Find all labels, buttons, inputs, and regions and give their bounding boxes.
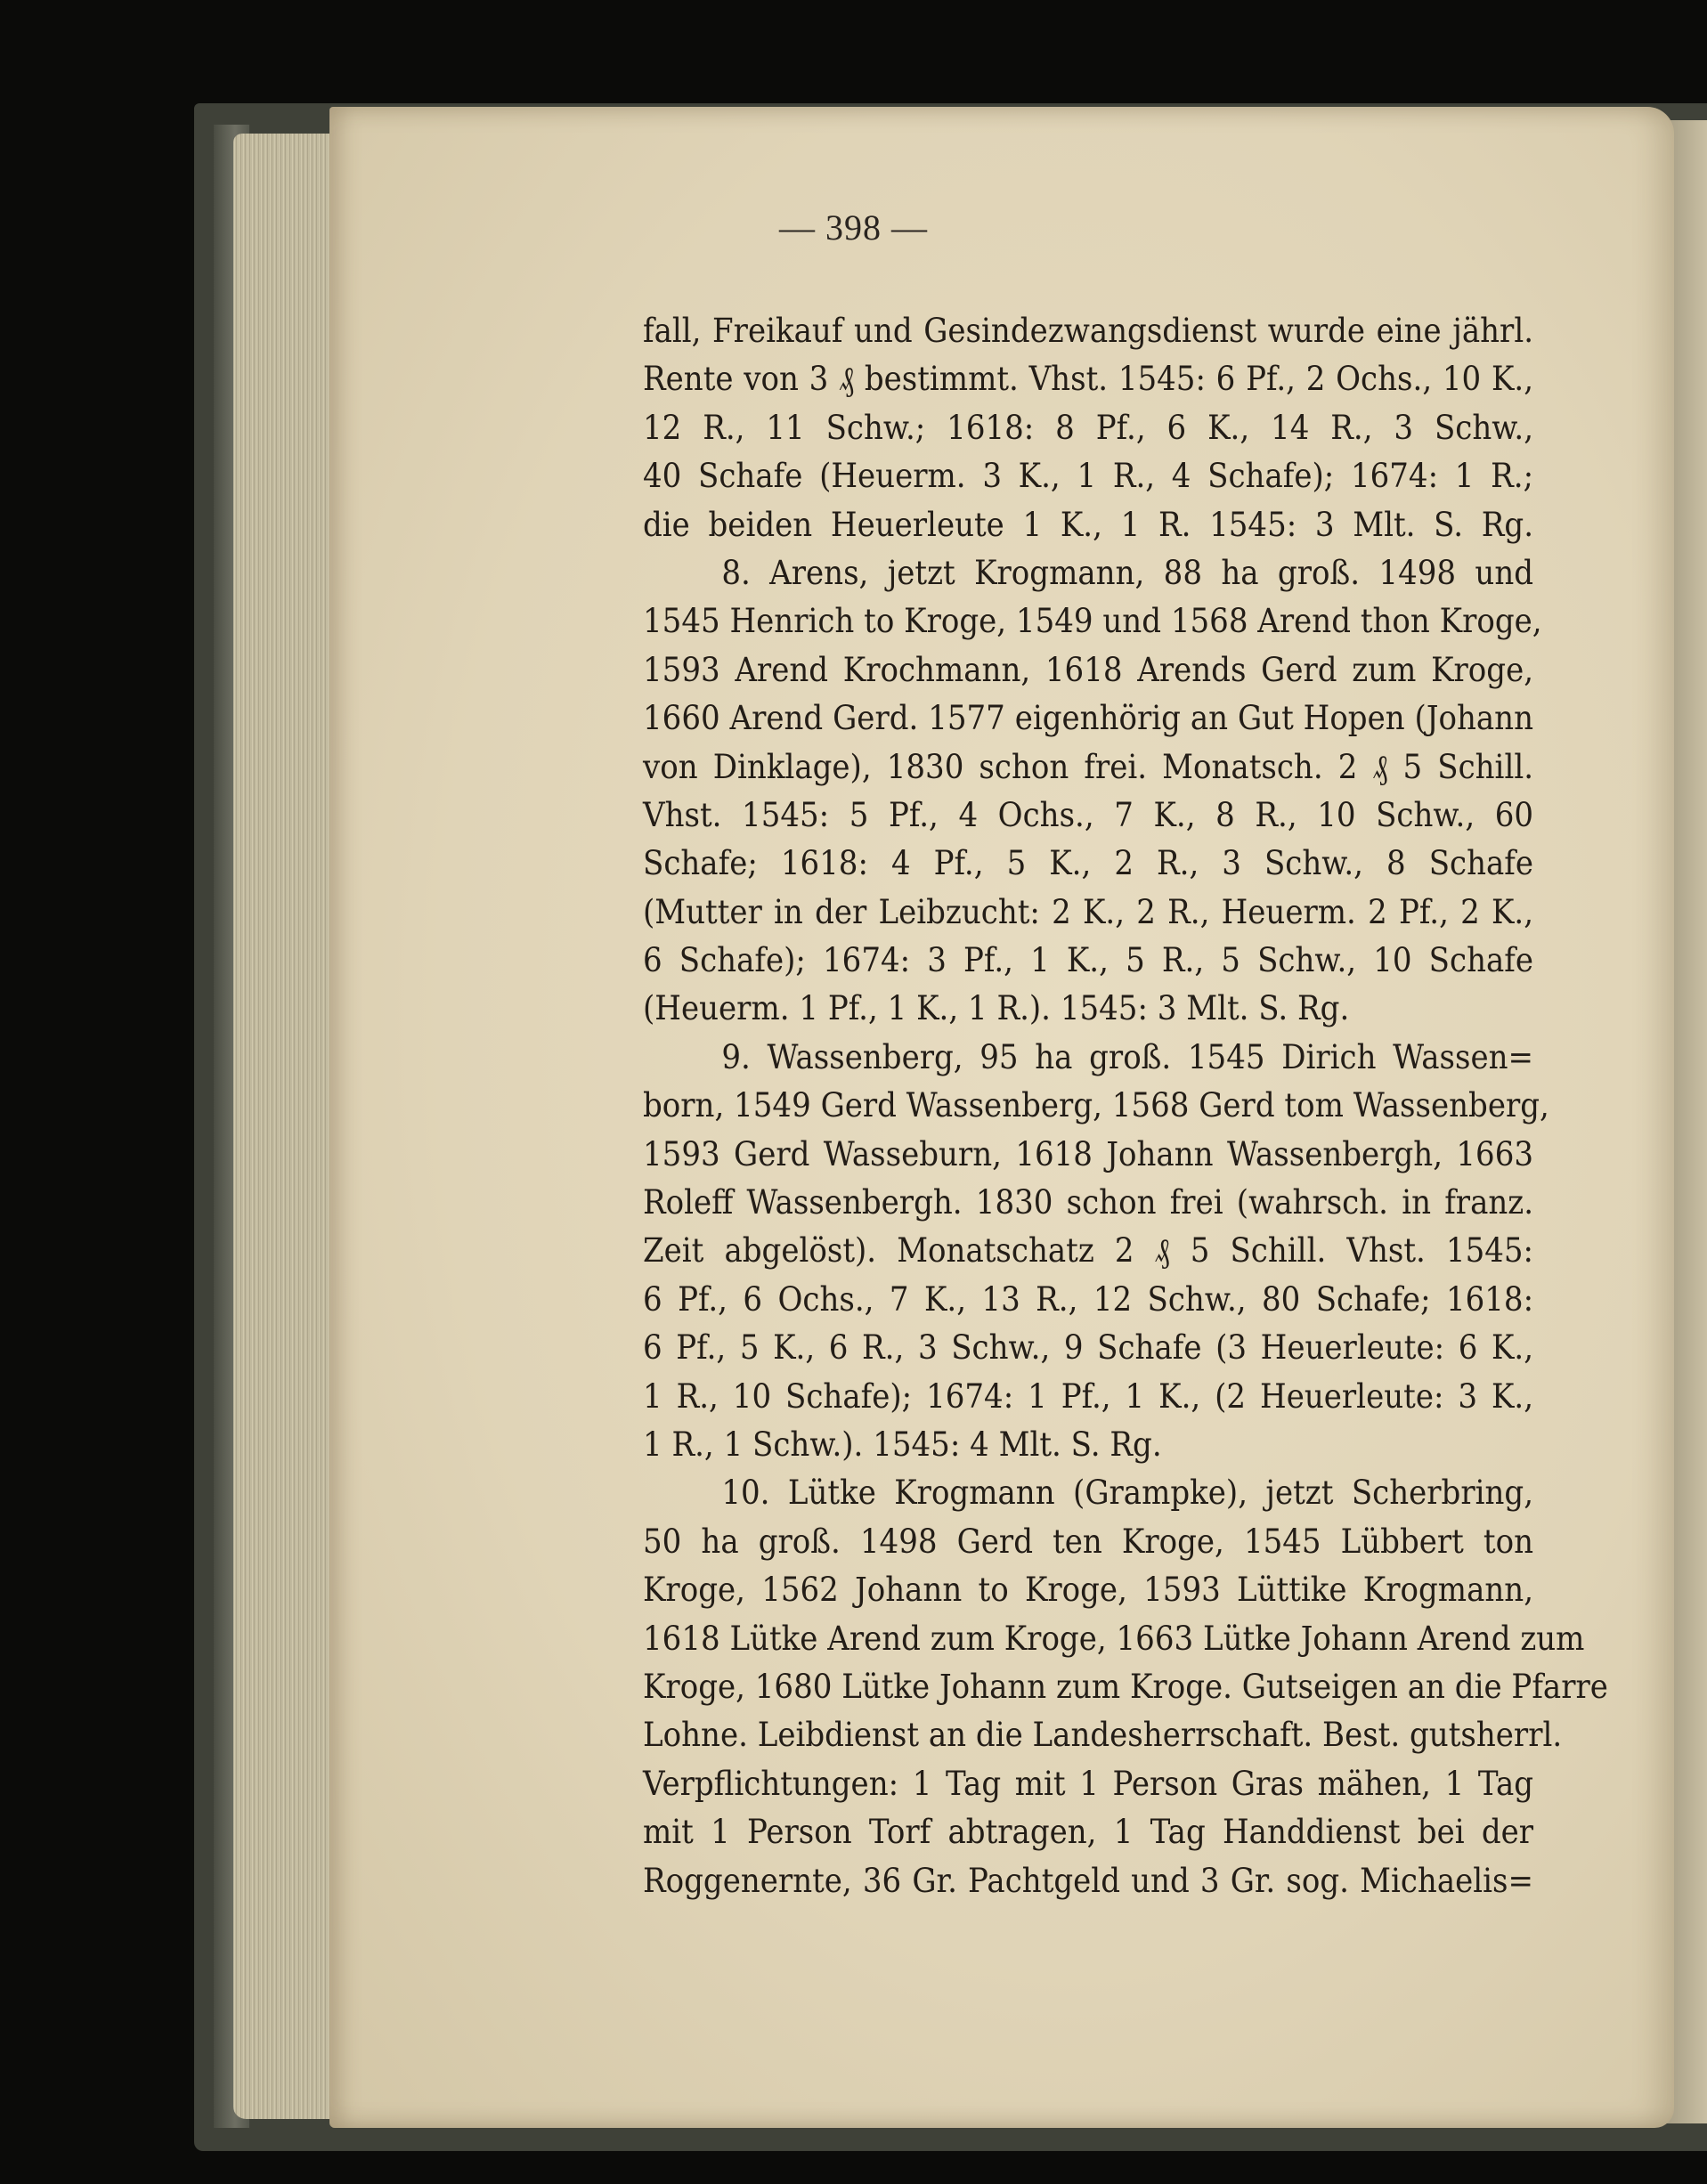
text-line: Vhst. 1545: 5 Pf., 4 Ochs., 7 K., 8 R., 10 Schw., 60 [643,795,1534,834]
body-text [643,307,1608,1905]
text-line: born, 1549 Gerd Wassenberg, 1568 Gerd tom Wassenberg, [643,1086,1549,1125]
text-line: 40 Schafe (Heuerm. 3 K., 1 R., 4 Schafe); 1674: 1 R.; [643,457,1534,496]
text-line: 1545 Henrich to Kroge, 1549 und 1568 Arend thon Kroge, [643,602,1542,641]
text-line: Lohne. Leibdienst an die Landesherrschaft. Best. gutsherrl. [643,1716,1563,1755]
text-line: 10. Lütke Krogmann (Grampke), jetzt Scherbring, [721,1474,1534,1513]
text-line: fall, Freikauf und Gesindezwangsdienst wurde eine jährl. [643,312,1534,350]
text-line: (Heuerm. 1 Pf., 1 K., 1 R.). 1545: 3 Mlt. S. Rg. [643,989,1350,1028]
text-line: (Mutter in der Leibzucht: 2 K., 2 R., Heuerm. 2 Pf., 2 K., [643,892,1534,931]
text-line: Schafe; 1618: 4 Pf., 5 K., 2 R., 3 Schw., 8 Schafe [643,844,1534,883]
text-line: 1593 Arend Krochmann, 1618 Arends Gerd zum Kroge, [643,650,1534,689]
text-line: Kroge, 1562 Johann to Kroge, 1593 Lüttike Krogmann, [643,1571,1534,1610]
text-line: Roggenernte, 36 Gr. Pachtgeld und 3 Gr. sog. Michaelis= [643,1861,1534,1900]
text-line: Verpflichtungen: 1 Tag mit 1 Person Gras mähen, 1 Tag [643,1764,1534,1803]
text-line: die beiden Heuerleute 1 K., 1 R. 1545: 3 Mlt. S. Rg. [643,505,1534,544]
text-line: 12 R., 11 Schw.; 1618: 8 Pf., 6 K., 14 R., 3 Schw., [643,408,1534,447]
text-line: 8. Arens, jetzt Krogmann, 88 ha groß. 1498 und [721,553,1534,592]
text-line: Kroge, 1680 Lütke Johann zum Kroge. Gutseigen an die Pfarre [643,1667,1608,1706]
text-line: 50 ha groß. 1498 Gerd ten Kroge, 1545 Lübbert ton [643,1522,1534,1561]
text-line: mit 1 Person Torf abtragen, 1 Tag Handdienst bei der [643,1813,1534,1852]
text-line: 1618 Lütke Arend zum Kroge, 1663 Lütke Johann Arend zum [643,1619,1585,1658]
text-line: 6 Pf., 6 Ochs., 7 K., 13 R., 12 Schw., 80 Schafe; 1618: [643,1279,1534,1319]
text-line: Zeit abgelöst). Monatschatz 2 ₰ 5 Schill. Vhst. 1545: [643,1231,1534,1271]
text-line: Rente von 3 ₰ bestimmt. Vhst. 1545: 6 Pf., 2 Ochs., 10 K., [643,360,1534,399]
text-line: 1593 Gerd Wasseburn, 1618 Johann Wassenbergh, 1663 [643,1134,1534,1173]
text-line: 1660 Arend Gerd. 1577 eigenhörig an Gut Hopen (Johann [643,699,1534,738]
page-number: — 398 — [779,207,928,248]
text-line: 9. Wassenberg, 95 ha groß. 1545 Dirich Wassen= [721,1037,1534,1076]
text-line: von Dinklage), 1830 schon frei. Monatsch. 2 ₰ 5 Schill. [643,747,1534,786]
text-line: 6 Schafe); 1674: 3 Pf., 1 K., 5 R., 5 Schw., 10 Schafe [643,941,1534,980]
text-line: 1 R., 10 Schafe); 1674: 1 Pf., 1 K., (2 Heuerleute: 3 K., [643,1376,1534,1416]
text-line: Roleff Wassenbergh. 1830 schon frei (wahrsch. in franz. [643,1183,1534,1222]
text-line: 1 R., 1 Schw.). 1545: 4 Mlt. S. Rg. [643,1425,1162,1464]
text-line: 6 Pf., 5 K., 6 R., 3 Schw., 9 Schafe (3 Heuerleute: 6 K., [643,1328,1534,1368]
